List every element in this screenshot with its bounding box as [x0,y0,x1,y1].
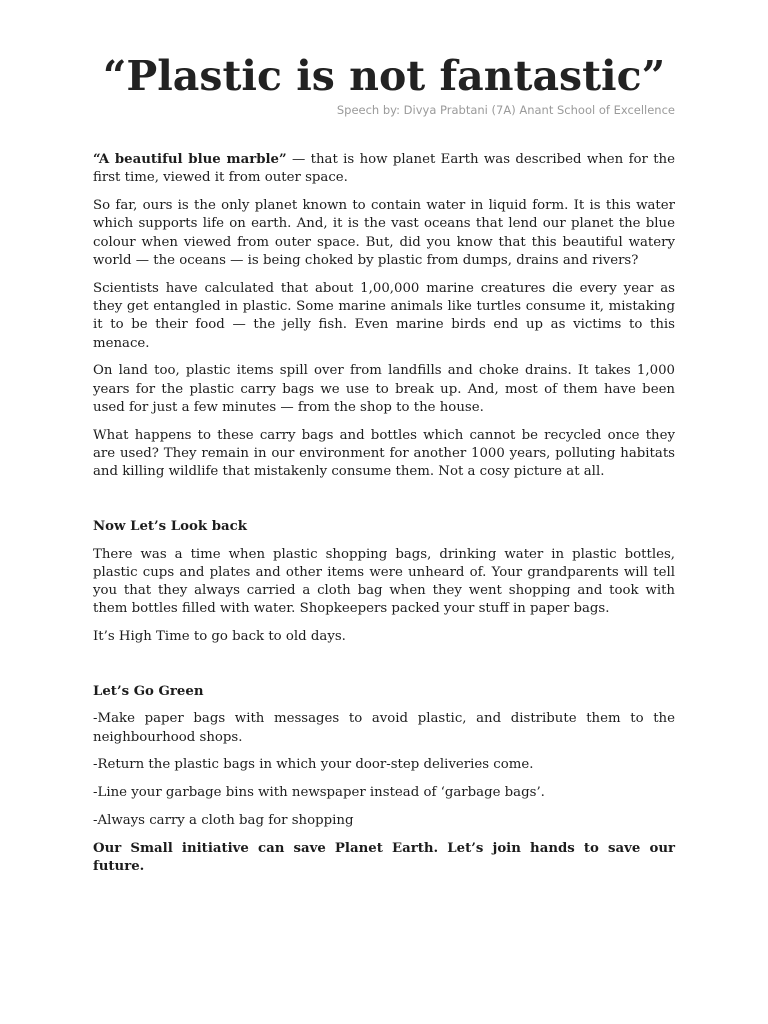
section-heading-look-back: Now Let’s Look back [93,518,247,534]
go-green-item: -Always carry a cloth bag for shopping [93,813,354,829]
go-green-item: -Make paper bags with messages to avoid plastic, and distribute them to the neighbourhood shops. [93,711,675,745]
intro-paragraph [93,151,675,188]
intro-rest-text: — that is how planet Earth was described when for the first time, viewed it from outer space. [93,152,675,186]
document-title: “Plastic is not fantastic” [102,52,666,100]
speech-byline: Speech by: Divya Prabtani (7A) Anant School of Excellence [336,103,675,117]
intro-lead-quote: “A beautiful blue marble” [93,152,287,167]
document-body [93,151,675,876]
body-paragraph: So far, ours is the only planet known to contain water in liquid form. It is this water which supports life on earth. And, it is the vast oceans that lend our planet the blue colour when viewed from outer space. But, did you know that this beautiful watery world — the oceans — is being choked by plastic from dumps, drains and rivers? [93,198,675,268]
body-paragraph: On land too, plastic items spill over from landfills and choke drains. It takes 1,000 years for the plastic carry bags we use to break up. And, most of them have been used for just a few minutes — from the shop to the house. [93,363,675,416]
look-back-paragraph: It’s High Time to go back to old days. [93,629,346,645]
go-green-item: -Return the plastic bags in which your door-step deliveries come. [93,757,534,773]
section-heading-go-green: Let’s Go Green [93,683,204,699]
body-paragraph: What happens to these carry bags and bottles which cannot be recycled once they are used? They remain in our environment for another 1000 years, polluting habitats and killing wildlife that mistakenly consume them. Not a cosy picture at all. [93,427,675,480]
closing-statement: Our Small initiative can save Planet Earth. Let’s join hands to save our future. [93,840,675,875]
go-green-item: -Line your garbage bins with newspaper instead of ‘garbage bags’. [93,785,545,801]
body-paragraph: Scientists have calculated that about 1,00,000 marine creatures die every year as they get entangled in plastic. Some marine animals like turtles consume it, mistaking it to be their food — the jelly fish. Even marine birds end up as victims to this menace. [93,280,675,351]
document-page [93,48,675,886]
look-back-paragraph: There was a time when plastic shopping bags, drinking water in plastic bottles, plastic cups and plates and other items were unheard of. Your grandparents will tell you that they always carried a cloth bag when they went shopping and took with them bottles filled with water. Shopkeepers packed your stuff in paper bags. [93,546,675,617]
